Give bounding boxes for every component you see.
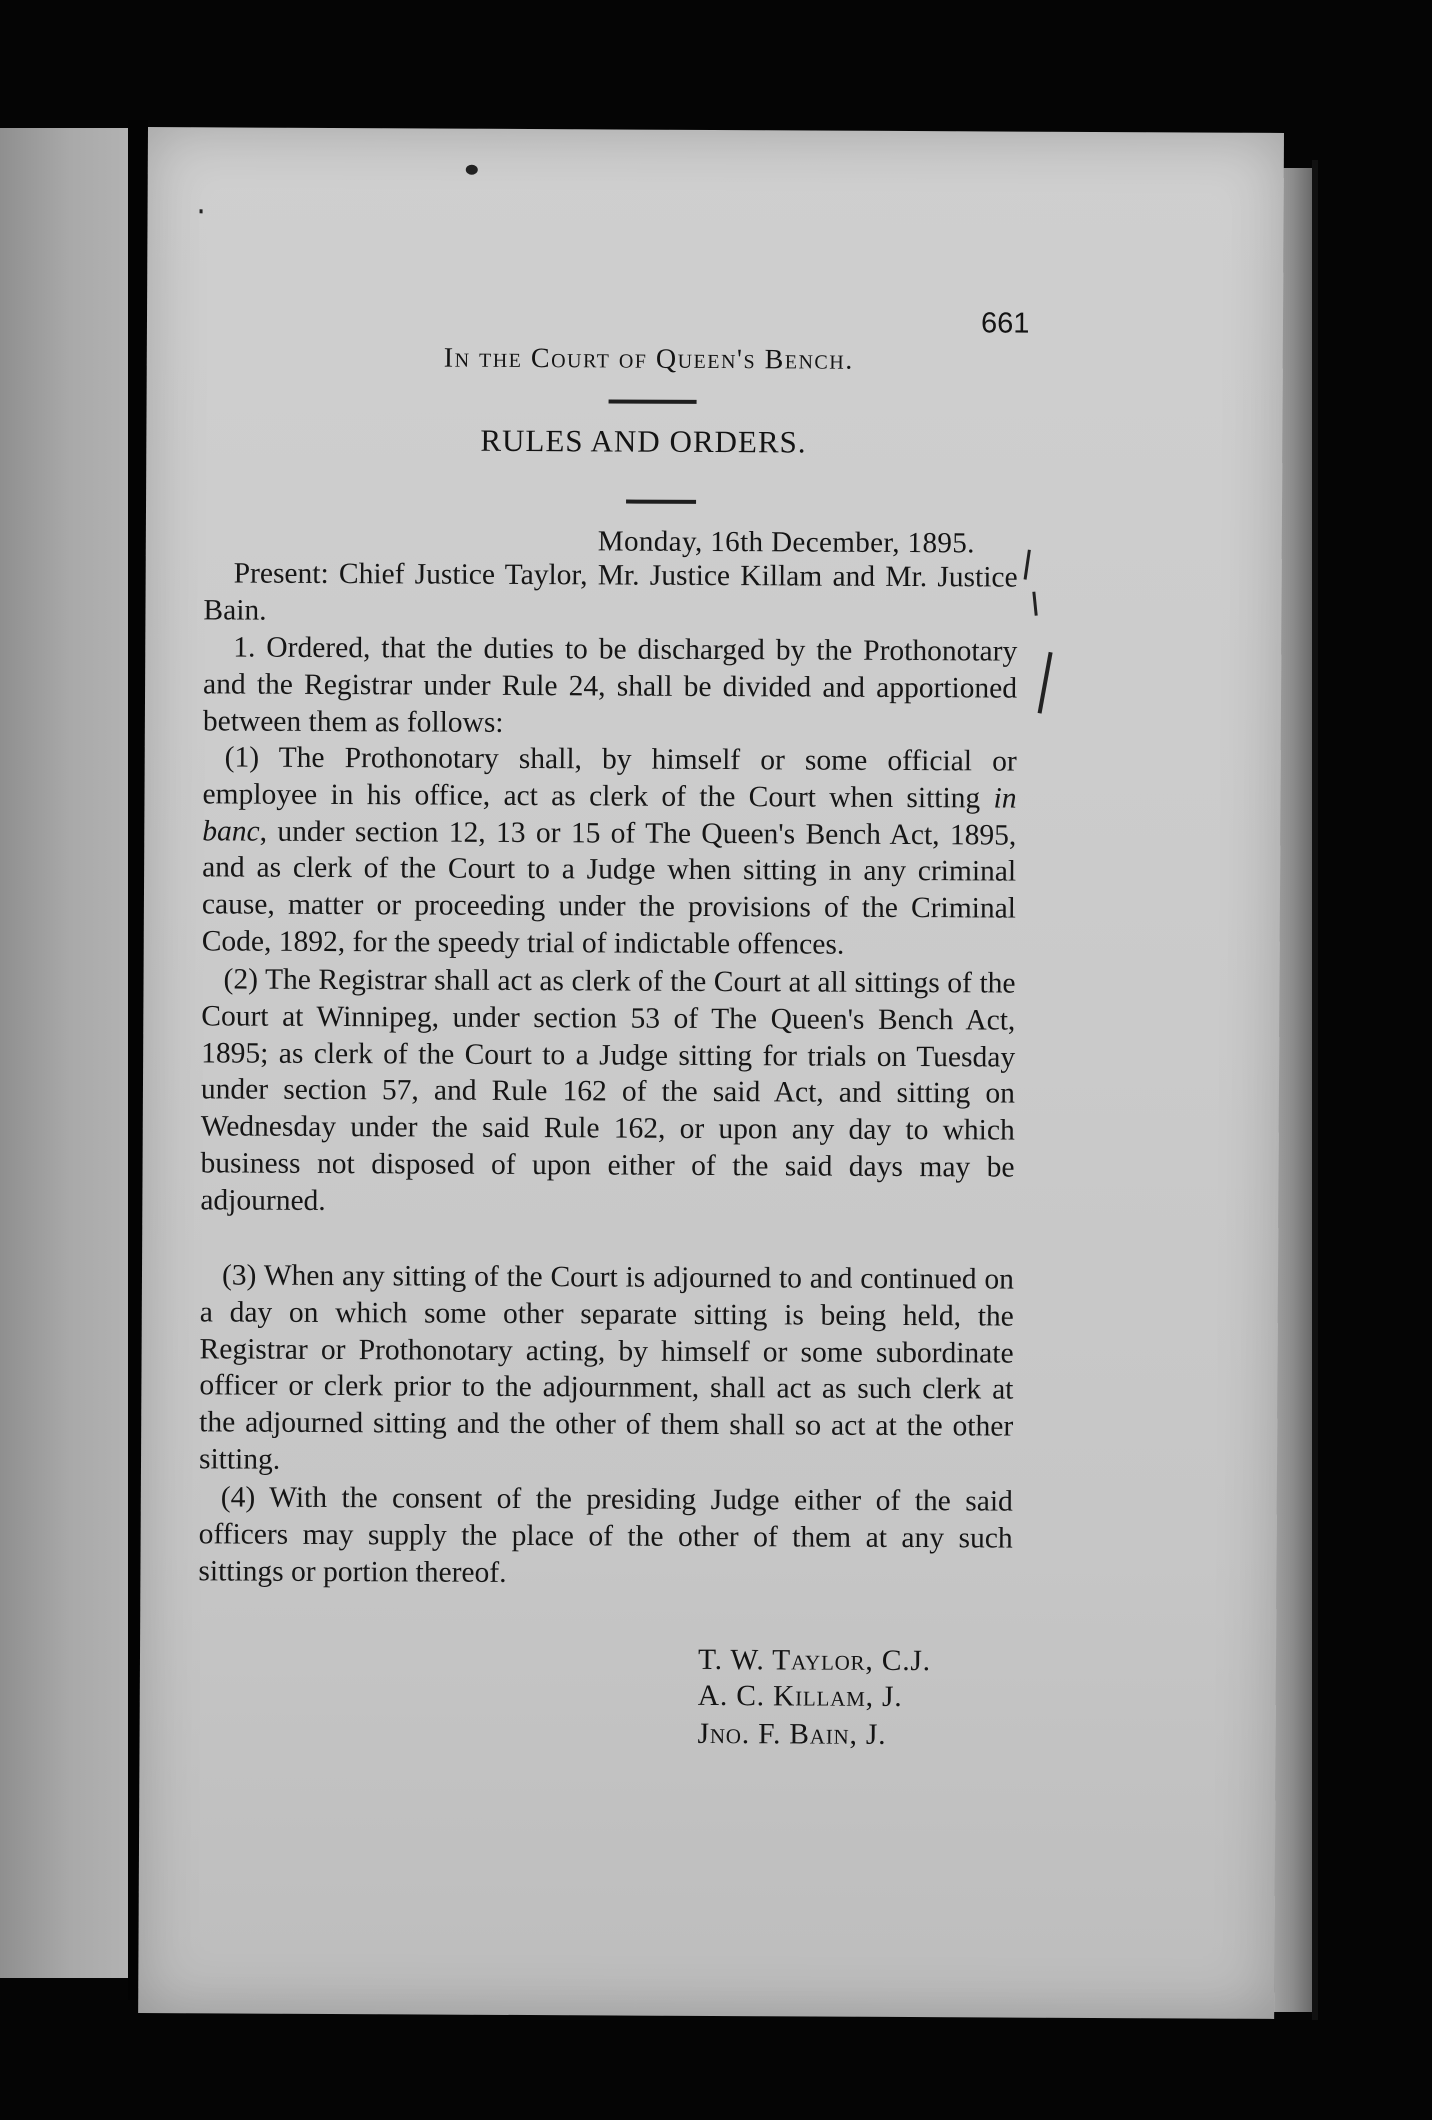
page-number: 661 [980, 307, 1030, 340]
section-title: RULES AND ORDERS. [480, 422, 807, 460]
item-number: (2) [223, 963, 259, 996]
running-head: In the Court of Queen's Bench. [443, 342, 854, 376]
divider-rule-bottom [626, 500, 696, 504]
order-item-3 [199, 1257, 1014, 1482]
signature-line: T. W. Taylor, C.J. [697, 1643, 931, 1678]
item-number: (4) [220, 1481, 256, 1514]
order-item-4 [198, 1479, 1013, 1594]
order-intro-paragraph: 1. Ordered, that the duties to be discharged by the Prothonotary and the Registrar under Rule 24, shall be divided and apportioned between them as follows: [202, 631, 1018, 739]
order-item-1 [202, 739, 1017, 964]
ink-speck [200, 209, 203, 213]
ink-speck [466, 165, 478, 175]
present-paragraph: Present: Chief Justice Taylor, Mr. Justice Killam and Mr. Justice Bain. [203, 557, 1018, 627]
item-text: , under section 12, 13 or 15 of The Queen's Bench Act, 1895, and as clerk of the Court to a Judge when sitting in any criminal cause, matter or proceeding under the provisions of the Criminal Code, 1892, for the speedy trial of indictable offences. [201, 815, 1017, 961]
item-number: (3) [221, 1259, 257, 1292]
signature-line: Jno. F. Bain, J. [697, 1717, 887, 1751]
date-line: Monday, 16th December, 1895. [597, 525, 975, 560]
margin-pencil-mark [1024, 550, 1031, 580]
order-item-2 [200, 961, 1015, 1223]
margin-pencil-mark [1038, 652, 1053, 714]
item-text: With the consent of the presiding Judge either of the said officers may supply the place of the other of them at any such sittings or portion thereof. [198, 1481, 1013, 1589]
margin-pencil-mark [1032, 592, 1037, 616]
item-text: The Prothonotary shall, by himself or some official or employee in his office, act as clerk of the Court when sitting [202, 741, 1017, 815]
item-text: The Registrar shall act as clerk of the Court at all sittings of the Court at Winnipeg, under section 53 of The Queen's Bench Act, 1895; as clerk of the Court to a Judge sitting for trials on Tuesday under section 57, and Rule 162 of the said Act, and sitting on Wednesday under the said Rule 162, or upon any day to which business not disposed of upon either of the said days may be adjourned. [200, 963, 1016, 1217]
document-page [138, 127, 1284, 2019]
page-edge-shadow [1312, 160, 1318, 2020]
item-italic-text: in banc [202, 782, 1017, 848]
adjacent-page-edge [0, 128, 128, 1978]
item-text: When any sitting of the Court is adjourned to and continued on a day on which some other separate sitting is being held, the Registrar or Prothonotary acting, by himself or some subordinate officer or clerk prior to the adjournment, shall act as such clerk at the adjourned sitting and the other of them shall so act at the other sitting. [198, 1259, 1015, 1476]
item-number: (1) [224, 741, 260, 774]
divider-rule-top [609, 399, 697, 403]
signature-line: A. C. Killam, J. [697, 1679, 903, 1713]
